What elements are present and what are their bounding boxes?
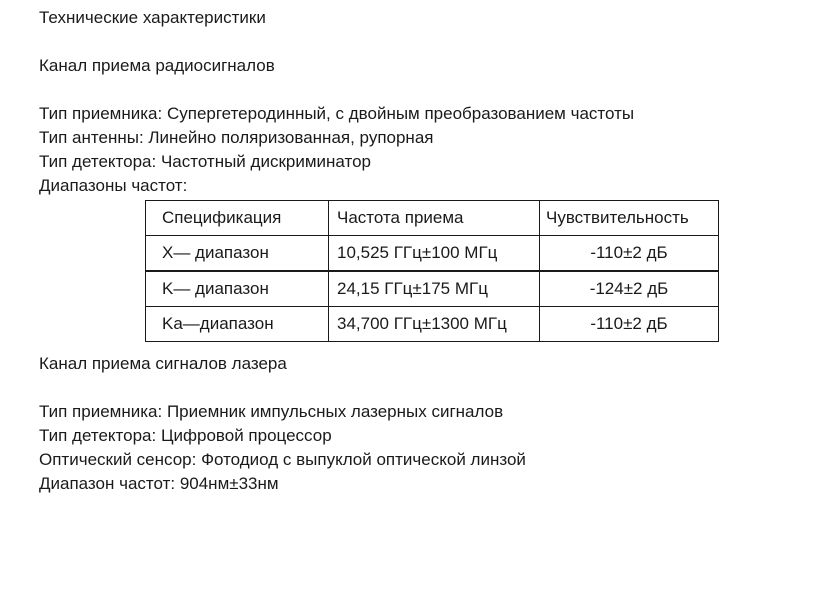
- document-title: Технические характеристики: [39, 8, 266, 27]
- table-row: [146, 307, 719, 342]
- table-cell-band: K— диапазон: [146, 271, 329, 307]
- laser-frequency-range: Диапазон частот: 904нм±33нм: [39, 474, 279, 493]
- radio-section-heading: Канал приема радиосигналов: [39, 56, 275, 75]
- radio-frequency-bands-label: Диапазоны частот:: [39, 176, 188, 195]
- frequency-table: [145, 200, 719, 342]
- laser-section-heading: Канал приема сигналов лазера: [39, 354, 287, 373]
- table-cell-frequency: 24,15 ГГц±175 МГц: [329, 271, 540, 307]
- table-cell-sensitivity: -110±2 дБ: [540, 236, 719, 272]
- spacer: [39, 376, 819, 400]
- spec-document: [39, 6, 819, 496]
- table-cell-band: X— диапазон: [146, 236, 329, 272]
- spacer: [39, 78, 819, 102]
- table-cell-band: Ka—диапазон: [146, 307, 329, 342]
- spacer: [39, 30, 819, 54]
- table-cell-frequency: 10,525 ГГц±100 МГц: [329, 236, 540, 272]
- table-header-cell: Частота приема: [329, 201, 540, 236]
- table-row: [146, 271, 719, 307]
- table-cell-sensitivity: -124±2 дБ: [540, 271, 719, 307]
- table-header-cell: Чувствительность: [540, 201, 719, 236]
- table-cell-sensitivity: -110±2 дБ: [540, 307, 719, 342]
- table-cell-frequency: 34,700 ГГц±1300 МГц: [329, 307, 540, 342]
- laser-detector-type: Тип детектора: Цифровой процессор: [39, 426, 332, 445]
- radio-receiver-type: Тип приемника: Супергетеродинный, с двойным преобразованием частоты: [39, 104, 635, 123]
- laser-optical-sensor: Оптический сенсор: Фотодиод с выпуклой оптической линзой: [39, 450, 526, 469]
- frequency-table-wrapper: [145, 200, 819, 342]
- table-header-cell: Спецификация: [146, 201, 329, 236]
- radio-detector-type: Тип детектора: Частотный дискриминатор: [39, 152, 371, 171]
- table-row: [146, 236, 719, 272]
- table-header-row: [146, 201, 719, 236]
- radio-antenna-type: Тип антенны: Линейно поляризованная, рупорная: [39, 128, 434, 147]
- laser-receiver-type: Тип приемника: Приемник импульсных лазерных сигналов: [39, 402, 504, 421]
